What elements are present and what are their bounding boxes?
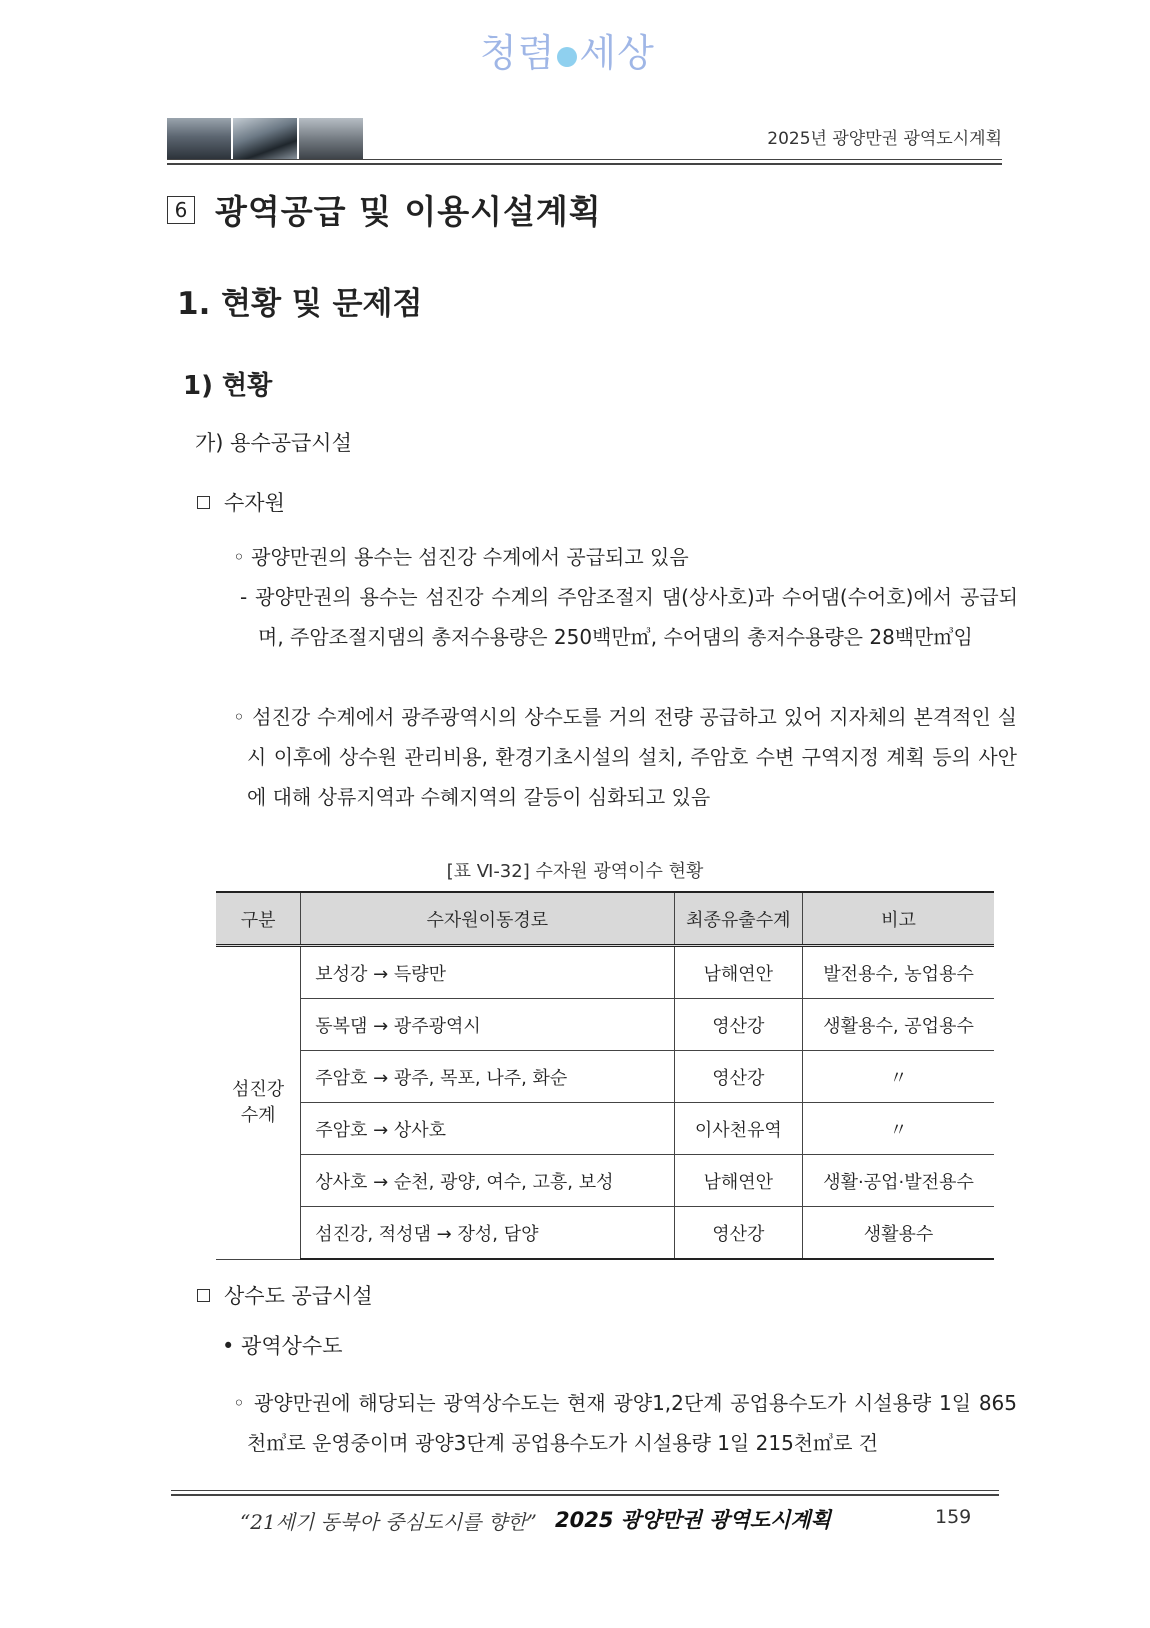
subsection-water-supply xyxy=(197,1280,373,1310)
water-transfer-table xyxy=(216,891,994,1260)
subsection-water-resources xyxy=(197,487,285,517)
footer-rule xyxy=(171,1490,999,1491)
table-row xyxy=(216,1051,994,1103)
header-photo-3 xyxy=(299,118,363,160)
paragraph-4: ◦ 광양만권에 해당되는 광역상수도는 현재 광양1,2단계 공업용수도가 시설용량 1일 865천㎥로 운영중이며 광양3단계 공업용수도가 시설용량 1일 215천㎥로 건 xyxy=(233,1391,1017,1455)
checkbox-square-icon xyxy=(197,1289,210,1302)
logo-text-a: 청렴 xyxy=(480,31,556,75)
heading-3: 가) 용수공급시설 xyxy=(195,431,352,455)
logo-emblem-icon xyxy=(557,47,577,67)
section-title: 광역공급 및 이용시설계획 xyxy=(215,192,602,231)
outlet-cell: 영산강 xyxy=(674,999,803,1051)
group-cell: 섬진강 수계 xyxy=(216,946,301,1260)
outlet-cell: 영산강 xyxy=(674,1207,803,1260)
subsection-label: 수자원 xyxy=(224,491,285,515)
outlet-cell: 영산강 xyxy=(674,1051,803,1103)
page-number: 159 xyxy=(935,1506,972,1528)
note-cell: 생활·공업·발전용수 xyxy=(803,1155,994,1207)
bullet-regional-waterworks: • 광역상수도 xyxy=(222,1334,343,1358)
heading-1: 1. 현황 및 문제점 xyxy=(177,286,423,322)
path-cell: 주암호 → 상사호 xyxy=(301,1103,674,1155)
note-cell: 〃 xyxy=(803,1103,994,1155)
paragraph-1: ◦ 광양만권의 용수는 섬진강 수계에서 공급되고 있음 xyxy=(233,545,689,569)
header-title: 2025년 광양만권 광역도시계획 xyxy=(767,129,1002,149)
note-cell: 생활용수, 공업용수 xyxy=(803,999,994,1051)
subsection-label: 상수도 공급시설 xyxy=(224,1284,373,1308)
table-row xyxy=(216,946,994,999)
table-row xyxy=(216,1155,994,1207)
table-header: 최종유출수계 xyxy=(674,892,803,946)
note-cell: 발전용수, 농업용수 xyxy=(803,946,994,999)
header-photo-strip xyxy=(167,118,363,160)
logo xyxy=(480,22,670,75)
heading-2: 1) 현황 xyxy=(183,371,273,401)
header-photo-1 xyxy=(167,118,231,160)
footer-title: 2025 광양만권 광역도시계획 xyxy=(555,1508,831,1532)
table-row xyxy=(216,1207,994,1260)
table-row xyxy=(216,999,994,1051)
note-cell: 〃 xyxy=(803,1051,994,1103)
section-number: 6 xyxy=(167,196,195,224)
path-cell: 섬진강, 적성댐 → 장성, 담양 xyxy=(301,1207,674,1260)
paragraph-3: ◦ 섬진강 수계에서 광주광역시의 상수도를 거의 전량 공급하고 있어 지자체의 본격적인 실시 이후에 상수원 관리비용, 환경기초시설의 설치, 주암호 수변 구역지정 계획 등의 사안에 대해 상류지역과 수혜지역의 갈등이 심화되고 있음 xyxy=(233,705,1017,809)
header-rule-thick xyxy=(167,163,1002,165)
header-photo-2 xyxy=(233,118,297,160)
outlet-cell: 남해연안 xyxy=(674,946,803,999)
table-caption: [표 Ⅵ-32] 수자원 광역이수 현황 xyxy=(446,861,704,882)
checkbox-square-icon xyxy=(197,496,210,509)
table-header: 수자원이동경로 xyxy=(301,892,674,946)
path-cell: 보성강 → 득량만 xyxy=(301,946,674,999)
outlet-cell: 남해연안 xyxy=(674,1155,803,1207)
table-row xyxy=(216,1103,994,1155)
outlet-cell: 이사천유역 xyxy=(674,1103,803,1155)
table-header: 비고 xyxy=(803,892,994,946)
paragraph-2: - 광양만권의 용수는 섬진강 수계의 주암조절지 댐(상사호)과 수어댐(수어호)에서 공급되며, 주암조절지댐의 총저수용량은 250백만㎥, 수어댐의 총저수용량은 28백만㎥임 xyxy=(240,585,1018,649)
footer-rule-thick xyxy=(171,1494,999,1496)
table-header: 구분 xyxy=(216,892,301,946)
path-cell: 주암호 → 광주, 목포, 나주, 화순 xyxy=(301,1051,674,1103)
logo-text-b: 세상 xyxy=(579,31,655,75)
note-cell: 생활용수 xyxy=(803,1207,994,1260)
footer-slogan: “21세기 동북아 중심도시를 향한” xyxy=(240,1510,537,1534)
path-cell: 동복댐 → 광주광역시 xyxy=(301,999,674,1051)
header-rule xyxy=(167,159,1002,160)
path-cell: 상사호 → 순천, 광양, 여수, 고흥, 보성 xyxy=(301,1155,674,1207)
